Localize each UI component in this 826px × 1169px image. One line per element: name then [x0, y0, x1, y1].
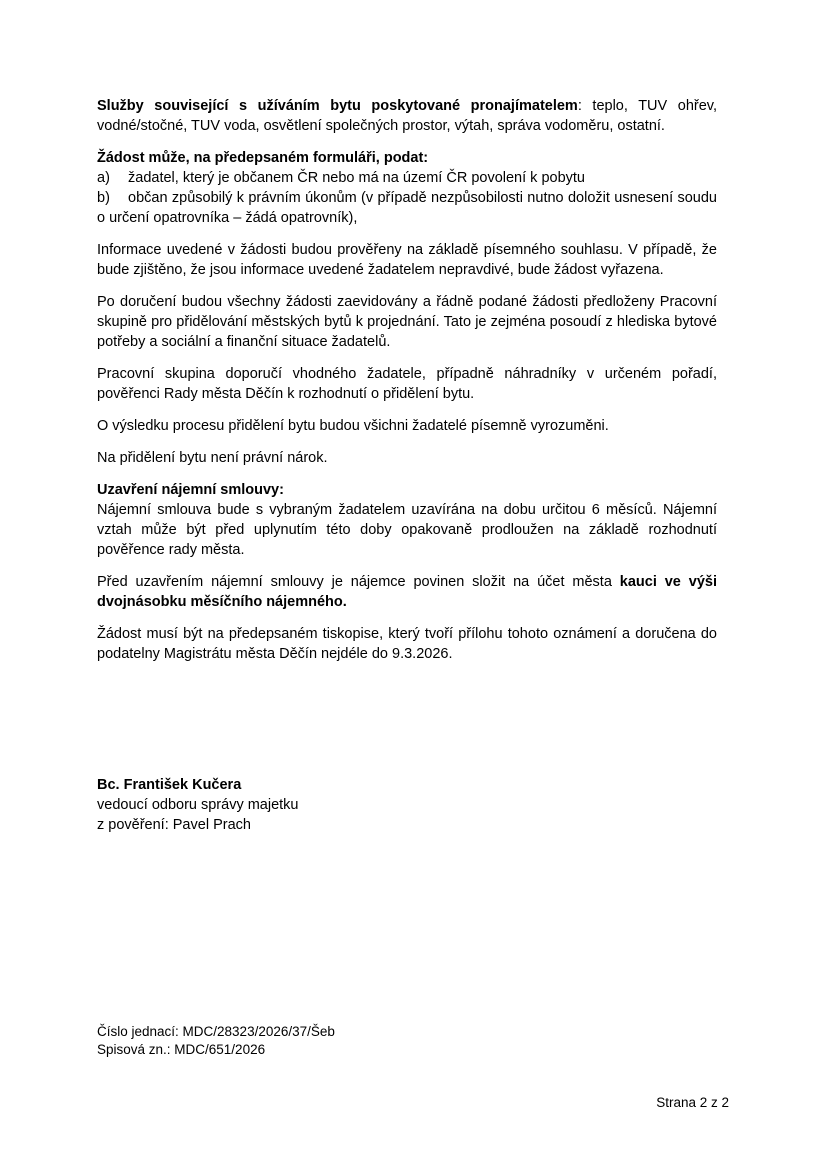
list-marker-a: a): [97, 170, 110, 186]
para-no-legal-claim: Na přidělení bytu není právní nárok.: [97, 450, 328, 466]
signature-title: vedoucí odboru správy majetku: [97, 797, 299, 813]
para-result-notification: O výsledku procesu přidělení bytu budou všichni žadatelé písemně vyrozuměni.: [97, 418, 609, 434]
list-marker-b: b): [97, 190, 110, 206]
para-information-check: Informace uvedené v žádosti budou prověřeny na základě písemného souhlasu. V případě, že bude zjištěno, že jsou informace uvedené žadatelem nepravdivé, bude žádost vyřazena.: [97, 242, 717, 278]
para-services: [97, 96, 717, 136]
list-item-b: [97, 188, 717, 228]
signature-authorization: z pověření: Pavel Prach: [97, 817, 251, 833]
para-deposit-lead: Před uzavřením nájemní smlouvy je nájemce povinen složit na účet města: [97, 574, 620, 590]
file-number: Spisová zn.: MDC/651/2026: [97, 1042, 266, 1057]
para-lease-terms: Nájemní smlouva bude s vybraným žadatelem uzavírána na dobu určitou 6 měsíců. Nájemní vztah může být před uplynutím této doby opakovaně prodloužen na základě rozhodnutí pověřence rady města.: [97, 502, 717, 558]
case-number: Číslo jednací: MDC/28323/2026/37/Šeb: [97, 1024, 335, 1039]
heading-lease-conclusion: Uzavření nájemní smlouvy:: [97, 482, 284, 498]
body-content: [97, 96, 717, 835]
para-processing: Po doručení budou všechny žádosti zaevidovány a řádně podané žádosti předloženy Pracovní skupině pro přidělování městských bytů k projednání. Tato je zejména posoudí z hlediska bytové potřeby a sociální a finanční situace žadatelů.: [97, 294, 717, 350]
para-deposit: [97, 572, 717, 612]
list-item-a: [97, 168, 717, 188]
para-workgroup-recommendation: Pracovní skupina doporučí vhodného žadatele, případně náhradníky v určeném pořadí, pověřenci Rady města Děčín k rozhodnutí o přidělení bytu.: [97, 366, 717, 402]
heading-application-submit: Žádost může, na předepsaném formuláři, podat:: [97, 150, 429, 166]
list-item-b-text: občan způsobilý k právním úkonům (v případě nezpůsobilosti nutno doložit usnesení soudu o určení opatrovníka – žádá opatrovník),: [97, 190, 717, 226]
reference-block: [97, 1023, 335, 1059]
signature-block: [97, 775, 717, 835]
para-deposit-bold: kauci ve výši dvojnásobku měsíčního nájemného.: [97, 574, 717, 610]
para-services-lead-bold: Služby související s užíváním bytu poskytované pronajímatelem: [97, 98, 578, 114]
para-deadline: Žádost musí být na předepsaném tiskopise, který tvoří přílohu tohoto oznámení a doručena do podatelny Magistrátu města Děčín nejdéle do 9.3.2026.: [97, 626, 717, 662]
list-item-a-text: žadatel, který je občanem ČR nebo má na území ČR povolení k pobytu: [128, 170, 585, 186]
para-services-rest: : teplo, TUV ohřev, vodné/stočné, TUV voda, osvětlení společných prostor, výtah, správa vodoměru, ostatní.: [97, 98, 717, 134]
signature-name: Bc. František Kučera: [97, 777, 242, 793]
page-number: Strana 2 z 2: [656, 1095, 729, 1110]
